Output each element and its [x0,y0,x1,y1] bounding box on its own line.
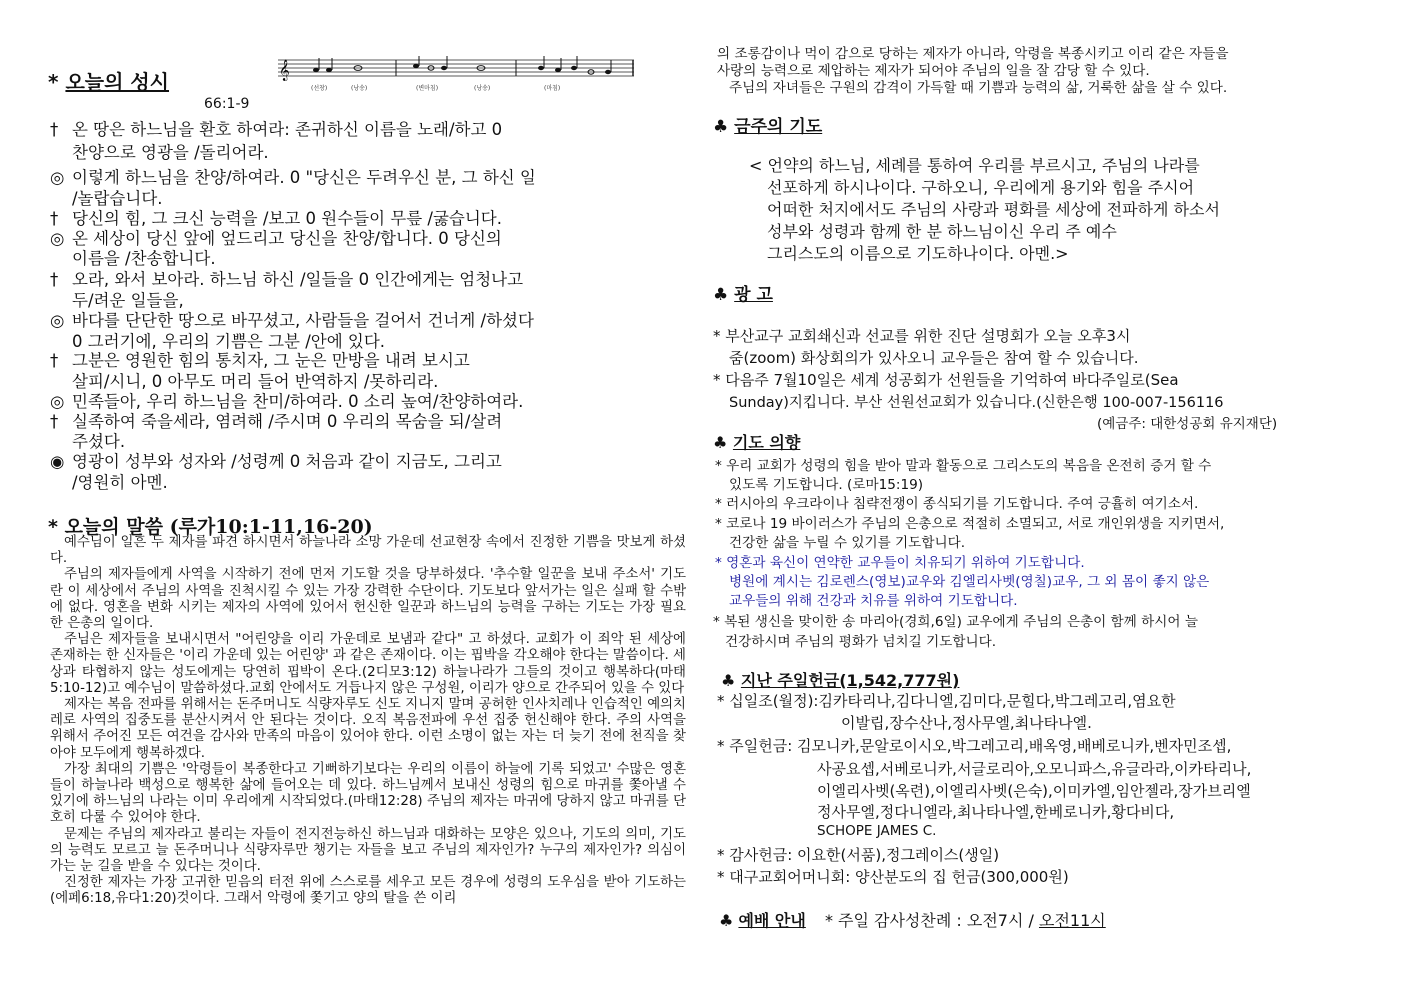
music-label: (변마침) [416,85,439,92]
psalm-text: 주셨다. [72,432,126,451]
psalm-line [50,168,536,188]
psalm-text: 민족들아, 우리 하느님을 찬미/하여라. 0 소리 높여/찬양하여라. [72,392,524,411]
psalm-text: 0 그러기에, 우리의 기쁨은 그분 /안에 있다. [72,332,386,351]
offering-line: * 대구교회어머니회: 양산분도의 집 헌금(300,000원) [717,868,1069,886]
cross-mark: † [50,351,59,370]
service-text: * 주일 감사성찬례 : 오전7시 / [824,911,1039,930]
cross-mark: † [50,209,59,228]
cross-mark: † [50,270,59,289]
psalm-line [50,249,216,269]
response-mark: ◎ [50,392,65,411]
collect-line: 어떠한 처지에서도 주님의 사랑과 평화를 세상에 전파하게 하소서 [767,200,1220,219]
psalm-text: 찬양으로 영광을 /돌리어라. [72,143,269,162]
psalm-line [50,291,184,311]
prayer-line: 교우들의 위해 건강과 치유를 위하여 기도합니다. [729,593,1018,609]
prayer-line: * 코로나 19 바이러스가 주님의 은총으로 적절히 소멸되고, 서로 개인위생을 지키면서, [715,516,1225,532]
ad-line: * 부산교구 교회쇄신과 선교를 위한 진단 설명회가 오늘 오후3시 [713,327,1131,345]
collect-title: 금주의 기도 [734,117,823,137]
psalm-line [50,351,470,371]
sermon-paragraph: 진정한 제자는 가장 고귀한 믿음의 터전 위에 스스로를 세우고 모든 경우에 성령의 도우심을 받아 기도하는(에페6:18,유다1:20)것이다. 그래서 악령에 쫓기고 양의 탈을 쓴 이리 [50,875,686,907]
psalm-text: 두/려운 일들을, [72,291,184,310]
offering-line: 정사무엘,정다니엘라,최나타나엘,한베로니카,황다비다, [817,803,1175,821]
offering-line: * 십일조(월정):김카타리나,김다니엘,김미다,문힐다,박그레고리,염요한 [717,692,1176,710]
offering-line: SCHOPE JAMES C. [817,823,937,839]
psalm-line [50,143,269,163]
prayer-line: 병원에 계시는 김로렌스(영보)교우와 김엘리사벳(영칠)교우, 그 외 몸이 좋지 않은 [729,574,1210,590]
psalm-line [50,189,163,209]
psalm-line [50,311,534,331]
psalm-text: 그분은 영원한 힘의 통치자, 그 눈은 만방을 내려 보시고 [72,351,470,370]
psalm-line [50,229,502,249]
psalm-text: 온 땅은 하느님을 환호 하여라: 존귀하신 이름을 노래/하고 0 [72,120,503,139]
collect-line: 그리스도의 이름으로 기도하나이다. 아멘.> [767,244,1069,263]
psalm-title: 오늘의 성시 [65,70,170,94]
cross-mark: † [50,412,59,431]
psalm-line [50,452,502,472]
club-icon: ♣ [721,671,736,690]
sermon-reference: (루가10:1-11,16-20) [169,516,373,538]
prayer-line: * 영혼과 육신이 연약한 교우들이 치유되기 위하여 기도합니다. [715,555,1085,571]
psalm-text: 살피/시니, 0 아무도 머리 들어 반역하지 /못하리라. [72,372,439,391]
psalm-heading [48,66,169,95]
collect-line: < 언약의 하느님, 세례를 통하여 우리를 부르시고, 주님의 나라를 [749,156,1200,175]
ad-line: 줌(zoom) 화상회의가 있사오니 교우들은 참여 할 수 있습니다. [729,349,1139,367]
psalm-text: 당신의 힘, 그 크신 능력을 /보고 0 원수들이 무릎 /굻습니다. [72,209,502,228]
psalm-text: 오라, 와서 보아라. 하느님 하신 /일들을 0 인간에게는 엄청나고 [72,270,524,289]
psalm-text: /영원히 아멘. [72,473,168,492]
psalm-line [50,209,502,229]
response-mark: ◎ [50,168,65,187]
prayer-heading [713,430,800,453]
ad-line: (예금주: 대한성공회 유지재단) [1097,416,1278,432]
psalm-text: 온 세상이 당신 앞에 엎드리고 당신을 찬양/합니다. 0 당신의 [72,229,502,248]
response-mark: ◎ [50,311,65,330]
psalm-line [50,270,523,290]
sermon-body [50,535,686,908]
prayer-line: * 복된 생신을 맞이한 송 마리아(경희,6일) 교우에게 주님의 은총이 함께 하시어 늘 [713,614,1198,630]
music-label: (마침) [544,85,561,92]
svg-text:𝄞: 𝄞 [279,60,290,81]
psalm-text: 영광이 성부와 성자와 /성령께 0 처음과 같이 지금도, 그리고 [72,452,502,471]
continuation-line: 사랑의 능력으로 제압하는 제자가 되어야 주님의 일을 잘 감당 할 수 있다. [717,63,1150,79]
psalm-line [50,120,502,140]
offering-line: 이발립,장수산나,정사무엘,최나타나엘. [841,714,1092,732]
prayer-line: 건강한 삶을 누릴 수 있기를 기도합니다. [729,535,966,551]
psalm-line [50,392,523,412]
music-label: (낭송) [474,85,491,92]
offering-heading [721,668,959,691]
club-icon: ♣ [713,117,729,137]
sermon-title: 오늘의 말씀 [64,516,163,538]
sermon-paragraph: 문제는 주님의 제자라고 불리는 자들이 전지전능하신 하느님과 대화하는 모양은 있으나, 기도의 의미, 기도의 능력도 모르고 늘 돈주머니나 식량자루만 챙기는 자들을 보고 주님의 제자인가? 누구의 제자인가? 의심이 가는 눈 길을 받을 수 있다는 것이다. [50,826,686,875]
psalm-line [50,432,125,452]
psalm-text: 바다를 단단한 땅으로 바꾸셨고, 사람들을 걸어서 건너게 /하셨다 [72,311,534,330]
music-label: (선창) [311,85,328,92]
psalm-text: 이름을 /찬송합니다. [72,249,216,268]
asterisk-icon: * [48,516,58,538]
chant-staff-icon [276,56,636,102]
prayer-line: 있도록 기도합니다. (로마15:19) [729,477,924,493]
collect-line: 선포하게 하시나이다. 구하오니, 우리에게 용기와 힘을 주시어 [767,178,1195,197]
service-info [719,908,1106,931]
psalm-text: 실족하여 죽을세라, 염려해 /주시며 0 우리의 목숨을 되/살려 [72,412,503,431]
ad-line: * 다음주 7월10일은 세계 성공회가 선원들을 기억하여 바다주일로(Sea [713,371,1179,389]
psalm-text: 이렇게 하느님을 찬양/하여라. 0 "당신은 두려우신 분, 그 하신 일 [72,168,536,187]
offering-line: * 감사헌금: 이요한(서품),정그레이스(생일) [717,846,1000,864]
psalm-line [50,372,438,392]
sermon-paragraph: 예수님이 일흔 두 제자를 파견 하시면서 하늘나라 소망 가운데 선교현장 속에서 진정한 기쁨을 맛보게 하셨다. [50,535,686,567]
response-mark: ◉ [50,452,65,471]
collect-heading [713,112,822,137]
psalm-line [50,412,502,432]
ads-title: 광 고 [734,285,773,305]
offering-line: 사공요셉,서베로니카,서글로리아,오모니파스,유글라라,이카타리나, [817,760,1252,778]
music-label: (낭송) [351,85,368,92]
prayer-line: 건강하시며 주님의 평화가 넘치길 기도합니다. [725,634,997,650]
psalm-line [50,332,385,352]
offering-line: 이엘리사벳(옥련),이엘리사벳(은숙),이미카엘,임안젤라,장가브리엘 [817,782,1251,800]
psalm-text: /놀랍습니다. [72,189,163,208]
ads-heading [713,280,773,305]
continuation-line: 의 조롱감이나 먹이 감으로 당하는 제자가 아니라, 악령을 복종시키고 이리 같은 자들을 [717,46,1229,62]
cross-mark: † [50,120,59,139]
psalm-line [50,473,168,493]
offering-title: 지난 주일헌금(1,542,777원) [740,671,960,690]
continuation-line: 주님의 자녀들은 구원의 감격이 가득할 때 기쁨과 능력의 삶, 거룩한 삶을 살 수 있다. [729,80,1228,96]
sermon-continuation [717,46,1351,97]
collect-line: 성부와 성령과 함께 한 분 하느님이신 우리 주 예수 [767,222,1117,241]
club-icon: ♣ [719,911,734,930]
asterisk-icon: * [48,70,59,94]
sermon-paragraph: 주님의 제자들에게 사역을 시작하기 전에 먼저 기도할 것을 당부하셨다. '추수할 일꾼을 보내 주소서' 기도란 이 세상에서 주님의 사역을 진척시킬 수 있는 가장 강력한 수단이다. 기도보다 앞서가는 일은 실패 할 수밖에 없다. 영혼을 변화 시키는 제자의 사역에 있어서 헌신한 일꾼과 하느님의 능력을 구하는 기도는 가장 필요한 은총의 일이다. [50,567,686,632]
prayer-title: 기도 의향 [732,433,801,452]
service-title: 예배 안내 [738,911,806,930]
sermon-paragraph: 제자는 복음 전파를 위해서는 돈주머니도 식량자루도 신도 지니지 말며 공허한 인사치레나 인습적인 예의치레로 사역의 집중도를 분산시켜서 안 된다는 것이다. 오직 복음전파에 우선 집중 헌신해야 한다. 주의 사역을 위해서 주어진 모든 여건을 감사와 만족의 마음이 있어야 한다. 이런 소명이 없는 자는 더 늦기 전에 천직을 찾아야 모두에게 행복하겠다. [50,697,686,761]
sermon-paragraph: 주님은 제자들을 보내시면서 "어린양을 이리 가운데로 보냄과 같다" 고 하셨다. 교회가 이 죄악 된 세상에 존재하는 한 신자들은 '이리 가운데 있는 어린양' 과 같은 존재이다. 이는 핍박을 각오해야 한다는 말씀이다. 세상과 타협하지 않는 성도에게는 당연히 핍박이 온다.(2디모3:12) 하늘나라가 그들의 것이고 행복하다(마태5:10-12)고 예수님이 말씀하셨다.교회 안에서도 거듭나지 않은 구성원, 이리가 양으로 간주되어 있을 수 있다 [50,632,686,696]
club-icon: ♣ [713,285,729,305]
prayer-line: * 우리 교회가 성령의 힘을 받아 말과 활동으로 그리스도의 복음을 온전히 증거 할 수 [715,458,1212,474]
prayer-line: * 러시아의 우크라이나 침략전쟁이 종식되기를 기도합니다. 주여 긍휼히 여기소서. [715,496,1199,512]
offering-line: * 주일헌금: 김모니카,문알로이시오,박그레고리,배옥영,배베로니카,벤자민조셉, [717,737,1232,755]
ad-line: Sunday)지킵니다. 부산 선원선교회가 있습니다.(신한은행 100-007-156116 [729,395,1224,411]
psalm-reference: 66:1-9 [204,96,250,112]
club-icon: ♣ [713,433,728,452]
sermon-paragraph: 가장 최대의 기쁨은 '악령들이 복종한다고 기뻐하기보다는 우리의 이름이 하늘에 기록 되었고' 수많은 영혼들이 하늘나라 백성으로 행복한 삶에 들어오는 데 있다. 하느님께서 보내신 성령의 힘으로 마귀를 쫓아낼 수 있기에 하느님의 나라는 이미 우리에게 시작되었다.(마태12:28) 주님의 제자는 마귀에 당하지 않고 마귀를 단호히 다룰 수 있어야 한다. [50,761,687,826]
service-time: 오전11시 [1038,911,1106,930]
response-mark: ◎ [50,229,65,248]
